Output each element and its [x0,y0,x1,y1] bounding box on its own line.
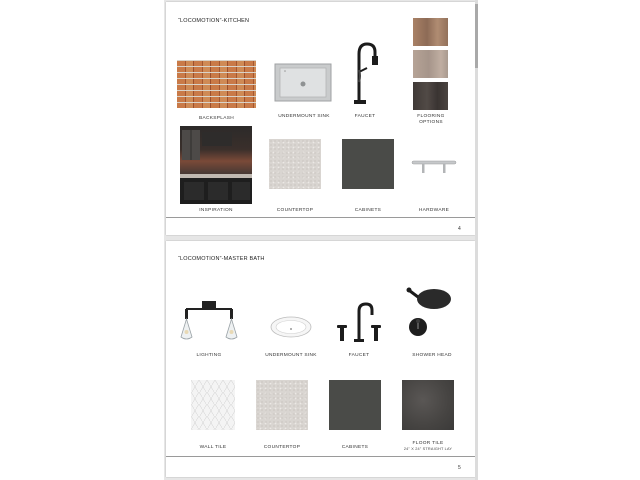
page-footer-rule [166,456,475,457]
vertical-scrollbar[interactable] [475,0,478,480]
flooring-option-1-swatch [413,18,448,46]
faucet-label: FAUCET [354,114,376,119]
hardware-label: HARDWARE [418,208,450,213]
cabinets-label: CABINETS [354,208,382,213]
cabinets-label: CABINETS [341,445,369,450]
cabinets-swatch [329,380,381,430]
faucet-image [336,301,382,343]
flooring-option-3-swatch [413,82,448,110]
wall-tile-label: WALL TILE [199,445,227,450]
wall-tile-swatch [191,380,235,430]
lighting-fixture-image [180,301,238,343]
page-kitchen [166,2,475,235]
inspiration-label: INSPIRATION [199,208,233,213]
flooring-label-line1: FLOORING [417,114,445,119]
page-footer-rule [166,217,475,218]
floor-tile-swatch [402,380,454,430]
faucet-label: FAUCET [348,353,370,358]
undermount-sink-image [269,315,313,339]
countertop-swatch [256,380,308,430]
shower-head-label: SHOWER HEAD [412,353,452,358]
page-number: 5 [458,465,461,471]
countertop-swatch [269,139,321,189]
flooring-label-line2: OPTIONS [419,120,443,125]
page-title: “LOCOMOTION”-KITCHEN [178,18,250,24]
floor-tile-note: 24" X 24" STRAIGHT LAY [403,447,453,451]
floor-tile-label: FLOOR TILE [412,441,444,446]
hardware-pull-image [410,157,458,177]
undermount-sink-image [274,62,334,104]
faucet-image [349,42,381,106]
page-number: 4 [458,226,461,232]
shower-head-image [406,285,458,343]
inspiration-photo [180,126,252,204]
page-master-bath [166,241,475,477]
backsplash-image [177,60,256,108]
sink-label: UNDERMOUNT SINK [265,353,317,358]
lighting-label: LIGHTING [196,353,222,358]
backsplash-label: BACKSPLASH [199,116,234,121]
page-title: “LOCOMOTION”-MASTER BATH [178,256,265,262]
countertop-label: COUNTERTOP [263,445,301,450]
scrollbar-thumb[interactable] [475,4,478,68]
cabinets-swatch [342,139,394,189]
countertop-label: COUNTERTOP [276,208,314,213]
document-viewer[interactable] [164,0,478,480]
sink-label: UNDERMOUNT SINK [278,114,330,119]
flooring-option-2-swatch [413,50,448,78]
